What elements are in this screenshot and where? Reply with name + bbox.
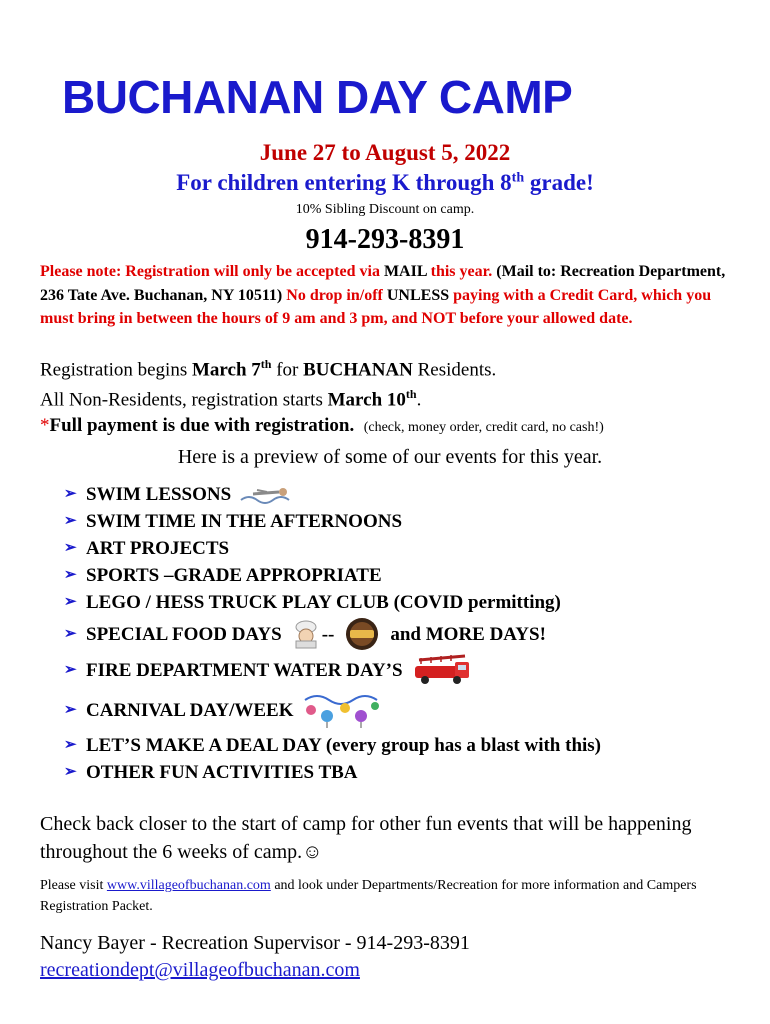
resident-registration: Registration begins March 7th for BUCHANAN Residents. xyxy=(40,357,497,381)
arrow-bullet-icon: ➢ xyxy=(64,513,77,529)
fire-truck-clipart-icon xyxy=(411,654,477,686)
list-item: ➢ SPORTS –GRADE APPROPRIATE xyxy=(64,562,764,589)
arrow-bullet-icon: ➢ xyxy=(64,701,77,718)
chef-clipart-icon xyxy=(290,619,322,649)
email-link[interactable]: recreationdept@villageofbuchanan.com xyxy=(40,959,360,981)
registration-note: Please note: Registration will only be accepted via MAIL this year. (Mail to: Recreation Department, 236 Tate Ave. Buchanan, NY 10511) No drop in/off UNLESS paying with a Credit Card, which you must bring in between the hours of 9 am and 3 pm, and NOT before your allowed date. xyxy=(40,263,726,327)
sliders-logo-icon xyxy=(342,617,382,651)
registration-dates xyxy=(40,352,760,440)
swimmer-clipart-icon xyxy=(239,484,299,506)
phone-number: 914-293-8391 xyxy=(305,224,465,255)
events-list xyxy=(64,481,764,786)
arrow-bullet-icon: ➢ xyxy=(64,625,77,642)
arrow-bullet-icon: ➢ xyxy=(64,764,77,780)
website-link[interactable]: www.villageofbuchanan.com xyxy=(106,878,271,893)
arrow-bullet-icon: ➢ xyxy=(64,567,77,583)
list-item: ➢ SPECIAL FOOD DAYS -- and MORE DAYS! xyxy=(64,616,764,652)
carnival-clipart-icon xyxy=(301,690,385,730)
arrow-bullet-icon: ➢ xyxy=(64,540,77,556)
nonresident-registration: All Non-Residents, registration starts March 10th. xyxy=(40,387,422,411)
list-item: ➢ FIRE DEPARTMENT WATER DAY’S xyxy=(64,652,764,688)
page-title: BUCHANAN DAY CAMP xyxy=(62,71,573,123)
sibling-discount: 10% Sibling Discount on camp. xyxy=(295,202,475,217)
camp-dates: June 27 to August 5, 2022 xyxy=(259,140,511,165)
list-item: ➢ SWIM LESSONS xyxy=(64,481,764,508)
arrow-bullet-icon: ➢ xyxy=(64,486,77,502)
arrow-bullet-icon: ➢ xyxy=(64,737,77,753)
check-back-note: Check back closer to the start of camp for other fun events that will be happening throughout the 6 weeks of camp.☺ xyxy=(40,813,692,863)
list-item: ➢ ART PROJECTS xyxy=(64,535,764,562)
visit-note: Please visit www.villageofbuchanan.com and look under Departments/Recreation for more information and Campers Registration Packet. xyxy=(40,878,697,914)
list-item: ➢ LET’S MAKE A DEAL DAY (every group has a blast with this) xyxy=(64,732,764,759)
signature-block xyxy=(40,930,740,984)
list-item: ➢ CARNIVAL DAY/WEEK xyxy=(64,688,764,732)
payment-note: *Full payment is due with registration. (check, money order, credit card, no cash!) xyxy=(40,414,604,436)
list-item: ➢ OTHER FUN ACTIVITIES TBA xyxy=(64,759,764,786)
list-item: ➢ SWIM TIME IN THE AFTERNOONS xyxy=(64,508,764,535)
arrow-bullet-icon: ➢ xyxy=(64,661,77,678)
arrow-bullet-icon: ➢ xyxy=(64,594,77,610)
grade-range: For children entering K through 8th grade! xyxy=(176,170,594,195)
supervisor-line: Nancy Bayer - Recreation Supervisor - 914-293-8391 xyxy=(40,932,470,954)
events-intro: Here is a preview of some of our events for this year. xyxy=(177,446,603,468)
list-item: ➢ LEGO / HESS TRUCK PLAY CLUB (COVID permitting) xyxy=(64,589,764,616)
